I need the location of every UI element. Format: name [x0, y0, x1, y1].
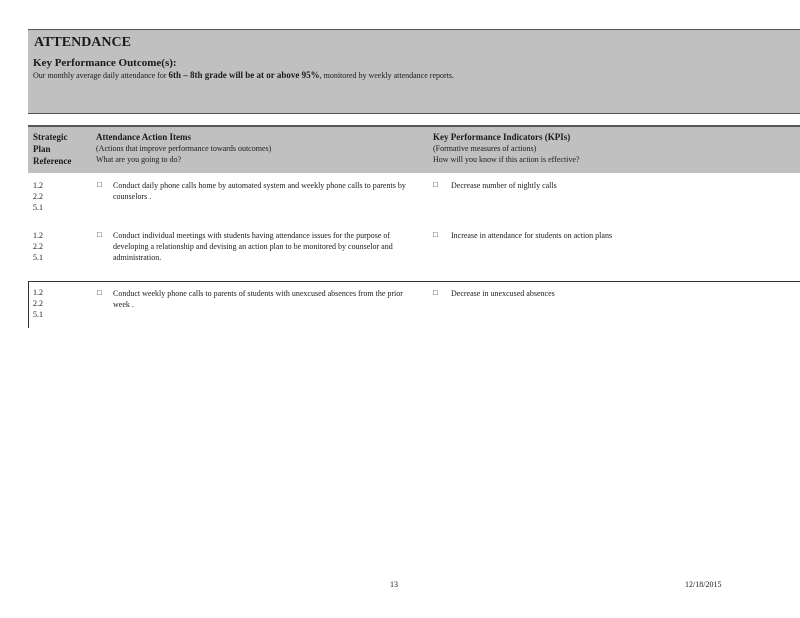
- page-number: 13: [390, 580, 398, 589]
- row-3-action: Conduct weekly phone calls to parents of students with unexcused absences from the prior week .: [113, 289, 403, 309]
- section-title: ATTENDANCE: [34, 35, 131, 50]
- row-1-action-bullet: □: [97, 180, 102, 189]
- row-2-kpi: Increase in attendance for students on action plans: [451, 231, 613, 240]
- row-3-action-bullet: □: [97, 288, 102, 297]
- row-1-action: Conduct daily phone calls home by automated system and weekly phone calls to parents by counselors .: [113, 181, 406, 201]
- row-3-refs: 1.2 2.2 5.1: [33, 288, 43, 319]
- row-1-refs: 1.2 2.2 5.1: [33, 181, 43, 212]
- row-3-kpi-bullet: □: [433, 288, 438, 297]
- row-2-action: Conduct individual meetings with students having attendance issues for the purpose of developing a relationship and devising an action plan to be monitored by counselor and administration.: [113, 231, 393, 262]
- table-left-border: [28, 281, 29, 328]
- row-2-kpi-bullet: □: [433, 230, 438, 239]
- action-column-header: Attendance Action Items (Actions that improve performance towards outcomes) What are you going to do?: [96, 132, 272, 164]
- row-1-kpi: Decrease number of nightly calls: [451, 181, 557, 190]
- row-1-kpi-bullet: □: [433, 180, 438, 189]
- ref-column-header: Strategic Plan Reference: [33, 132, 72, 166]
- outcome-statement: Our monthly average daily attendance for 6th – 8th grade will be at or above 95%, monitored by weekly attendance reports.: [33, 70, 454, 80]
- row-3-kpi: Decrease in unexcused absences: [451, 289, 555, 298]
- kpi-column-header: Key Performance Indicators (KPIs) (Formative measures of actions) How will you know if this action is effective?: [433, 132, 580, 164]
- row-2-refs: 1.2 2.2 5.1: [33, 231, 43, 262]
- row-2-action-bullet: □: [97, 230, 102, 239]
- footer-date: 12/18/2015: [685, 580, 722, 589]
- row-divider: [28, 281, 800, 282]
- key-performance-outcome-label: Key Performance Outcome(s):: [33, 57, 177, 69]
